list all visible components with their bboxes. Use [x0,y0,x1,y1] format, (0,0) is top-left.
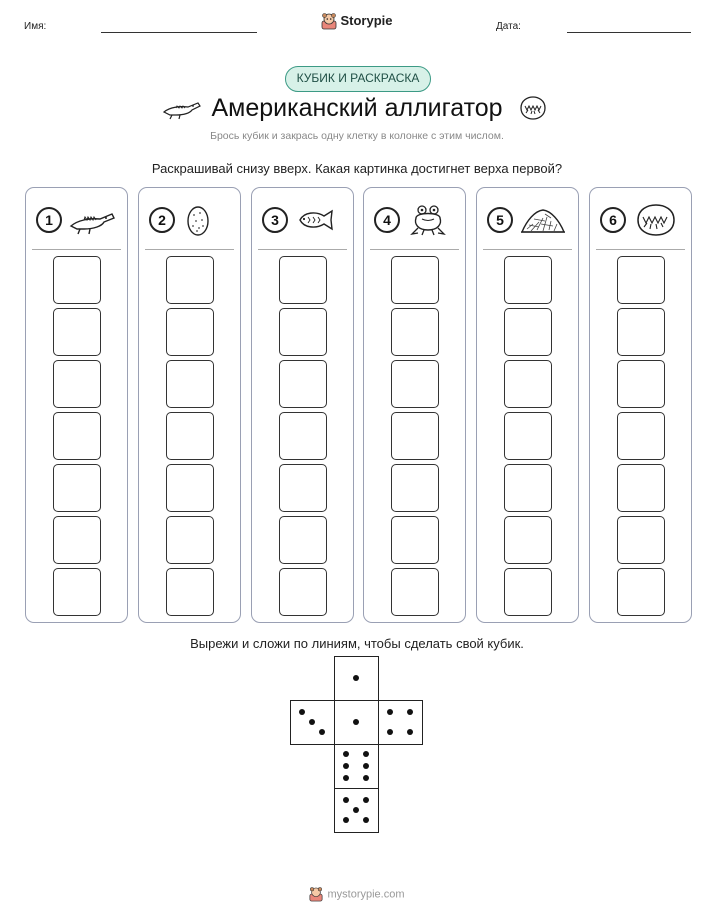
brand-name: Storypie [340,13,393,28]
color-cell[interactable] [617,464,665,512]
storypie-logo-icon [309,887,323,902]
footer-url[interactable]: mystorypie.com [327,888,405,901]
column-divider [258,249,347,250]
die-pip [387,709,393,715]
column-divider [596,249,685,250]
color-cell[interactable] [391,308,439,356]
color-cell[interactable] [53,360,101,408]
date-label: Дата: [496,21,521,32]
name-line[interactable] [101,32,257,33]
die-pip [353,807,359,813]
column-6 [589,187,692,623]
die-pip [407,709,413,715]
die-pip [363,817,369,823]
color-cell[interactable] [279,412,327,460]
name-label: Имя: [24,21,47,32]
column-2 [138,187,241,623]
color-cell[interactable] [617,516,665,564]
color-cell[interactable] [279,464,327,512]
column-number: 4 [374,207,400,233]
color-cell[interactable] [53,464,101,512]
column-3 [251,187,354,623]
color-cell[interactable] [617,412,665,460]
color-cell[interactable] [279,516,327,564]
egg-icon [181,202,229,238]
jaws-icon [632,202,680,238]
color-cell[interactable] [504,516,552,564]
color-cell[interactable] [53,256,101,304]
die-pip [343,763,349,769]
color-cell[interactable] [166,516,214,564]
color-cell[interactable] [504,308,552,356]
color-cell[interactable] [279,256,327,304]
column-5 [476,187,579,623]
activity-badge: КУБИК И РАСКРАСКА [285,66,431,92]
die-pip [407,729,413,735]
die-pip [363,751,369,757]
column-4 [363,187,466,623]
die-pip [319,729,325,735]
die-face-6 [334,744,379,789]
color-cell[interactable] [166,464,214,512]
instruction-text: Раскрашивай снизу вверх. Какая картинка достигнет верха первой? [151,161,563,176]
color-cell[interactable] [166,412,214,460]
color-cell[interactable] [504,464,552,512]
column-number: 5 [487,207,513,233]
page-title: Американский аллигатор [211,94,503,122]
color-cell[interactable] [279,360,327,408]
color-cell[interactable] [617,568,665,616]
die-face-5 [334,788,379,833]
color-cell[interactable] [53,568,101,616]
color-cell[interactable] [504,256,552,304]
die-pip [343,751,349,757]
date-line[interactable] [567,32,691,33]
die-pip [363,763,369,769]
die-pip [363,775,369,781]
color-cell[interactable] [617,256,665,304]
color-cell[interactable] [279,308,327,356]
die-face-1 [334,656,379,701]
color-cell[interactable] [53,308,101,356]
die-face-4 [378,700,423,745]
column-1 [25,187,128,623]
jaws-icon [518,95,548,121]
color-cell[interactable] [166,568,214,616]
frog-icon [406,202,454,238]
color-cell[interactable] [279,568,327,616]
color-cell[interactable] [166,256,214,304]
die-pip [309,719,315,725]
die-pip [363,797,369,803]
fish-icon [294,202,342,238]
color-cell[interactable] [504,568,552,616]
color-cell[interactable] [53,516,101,564]
alligator-icon [68,202,116,238]
die-pip [343,775,349,781]
die-pip [353,719,359,725]
column-divider [370,249,459,250]
color-cell[interactable] [391,360,439,408]
color-cell[interactable] [166,308,214,356]
color-cell[interactable] [391,464,439,512]
nest-icon [519,202,567,238]
column-divider [483,249,572,250]
color-cell[interactable] [391,412,439,460]
color-cell[interactable] [504,360,552,408]
die-pip [299,709,305,715]
page-subtitle: Брось кубик и закрась одну клетку в колонке с этим числом. [210,130,504,142]
die-face-3 [290,700,335,745]
die-pip [343,797,349,803]
die-pip [353,675,359,681]
color-cell[interactable] [504,412,552,460]
column-number: 6 [600,207,626,233]
die-pip [343,817,349,823]
column-divider [32,249,121,250]
color-cell[interactable] [391,256,439,304]
die-pip [387,729,393,735]
color-cell[interactable] [391,516,439,564]
color-cell[interactable] [166,360,214,408]
column-number: 1 [36,207,62,233]
color-cell[interactable] [391,568,439,616]
cut-instruction: Вырежи и сложи по линиям, чтобы сделать свой кубик. [190,636,524,651]
storypie-logo-icon [321,13,337,30]
color-cell[interactable] [617,360,665,408]
color-cell[interactable] [617,308,665,356]
column-divider [145,249,234,250]
die-face-1 [334,700,379,745]
brand-logo [0,13,714,30]
color-cell[interactable] [53,412,101,460]
column-number: 2 [149,207,175,233]
column-number: 3 [262,207,288,233]
footer [0,887,714,902]
